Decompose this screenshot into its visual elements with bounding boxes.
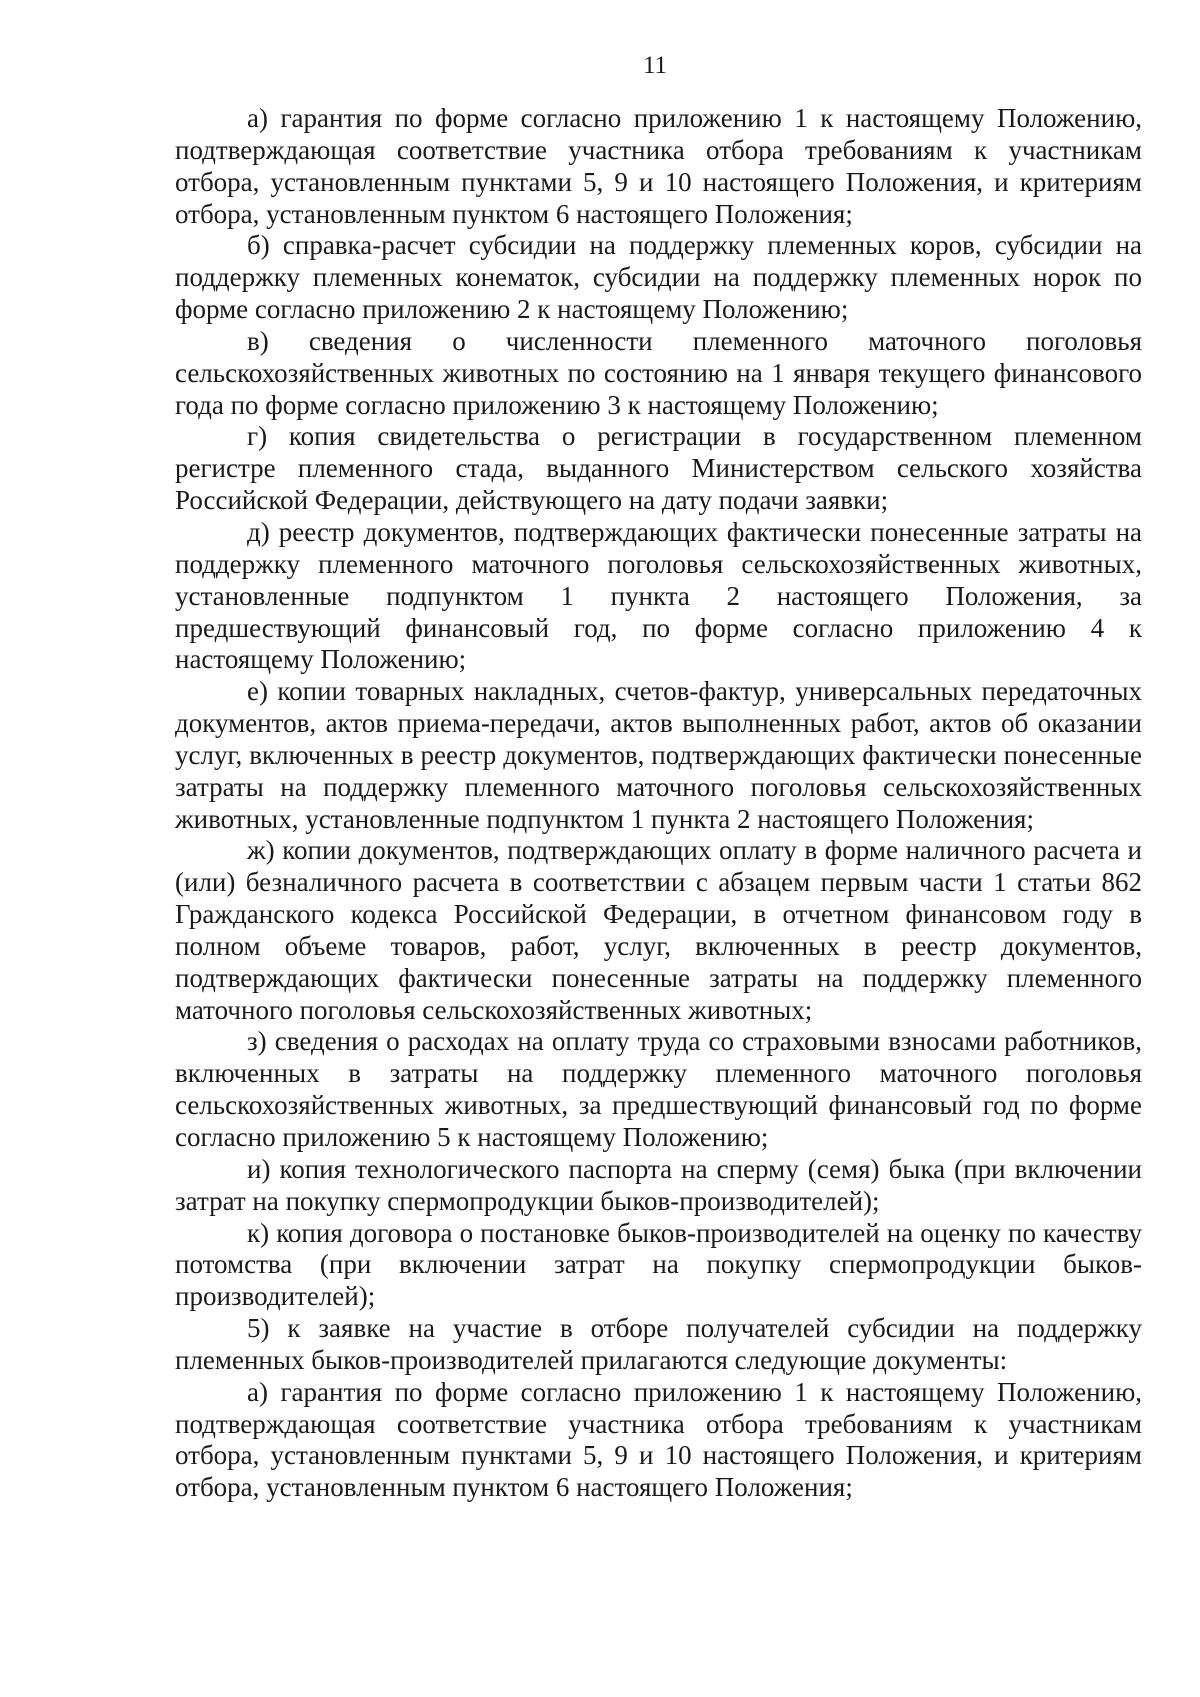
paragraph-z-labor-expenses: з) сведения о расходах на оплату труда со страховыми взносами работников, включенных в затраты на поддержку племенного маточного поголовья сельскохозяйственных животных, за предшествующий финансовый год по форме согласно приложению 5 к настоящему Положению; [175,1026,1142,1152]
document-body [175,103,1142,1504]
paragraph-g-registration-copy: г) копия свидетельства о регистрации в государственном племенном регистре племенного стада, выданного Министерством сельского хозяйства Российской Федерации, действующего на дату подачи заявки; [175,421,1142,516]
paragraph-v-livestock-count: в) сведения о численности племенного маточного поголовья сельскохозяйственных животных по состоянию на 1 января текущего финансового года по форме согласно приложению 3 к настоящему Положению; [175,325,1142,420]
paragraph-a-guarantee: а) гарантия по форме согласно приложению 1 к настоящему Положению, подтверждающая соответствие участника отбора требованиям к участникам отбора, установленным пунктами 5, 9 и 10 настоящего Положения, и критериям отбора, установленным пунктом 6 настоящего Положения; [175,103,1142,229]
page-number: 11 [642,52,668,79]
paragraph-d-documents-register: д) реестр документов, подтверждающих фактически понесенные затраты на поддержку племенного маточного поголовья сельскохозяйственных животных, установленные подпунктом 1 пункта 2 настоящего Положения, за предшествующий финансовый год, по форме согласно приложению 4 к настоящему Положению; [175,516,1142,675]
paragraph-e-invoice-copies: е) копии товарных накладных, счетов-фактур, универсальных передаточных документов, актов приема-передачи, актов выполненных работ, актов об оказании услуг, включенных в реестр документов, подтверждающих фактически понесенные затраты на поддержку племенного маточного поголовья сельскохозяйственных животных, установленные подпунктом 1 пункта 2 настоящего Положения; [175,676,1142,834]
paragraph-5-bulls-application: 5) к заявке на участие в отборе получателей субсидии на поддержку племенных быков-производителей прилагаются следующие документы: [175,1313,1142,1375]
paragraph-k-progeny-contract: к) копия договора о постановке быков-производителей на оценку по качеству потомства (при включении затрат на покупку спермопродукции быков-производителей); [175,1217,1142,1312]
paragraph-a-guarantee-repeat: а) гарантия по форме согласно приложению 1 к настоящему Положению, подтверждающая соответствие участника отбора требованиям к участникам отбора, установленным пунктами 5, 9 и 10 настоящего Положения, и критериям отбора, установленным пунктом 6 настоящего Положения; [175,1376,1142,1503]
paragraph-zh-payment-documents: ж) копии документов, подтверждающих оплату в форме наличного расчета и (или) безналичного расчета в соответствии с абзацем первым части 1 статьи 862 Гражданского кодекса Российской Федерации, в отчетном финансовом году в полном объеме товаров, работ, услуг, включенных в реестр документов, подтверждающих фактически понесенные затраты на поддержку племенного маточного поголовья сельскохозяйственных животных; [175,835,1142,1025]
paragraph-i-technological-passport: и) копия технологического паспорта на сперму (семя) быка (при включении затрат на покупку спермопродукции быков-производителей); [175,1153,1142,1216]
paragraph-b-subsidy-calculation: б) справка-расчет субсидии на поддержку племенных коров, субсидии на поддержку племенных конематок, субсидии на поддержку племенных норок по форме согласно приложению 2 к настоящему Положению; [175,230,1142,325]
